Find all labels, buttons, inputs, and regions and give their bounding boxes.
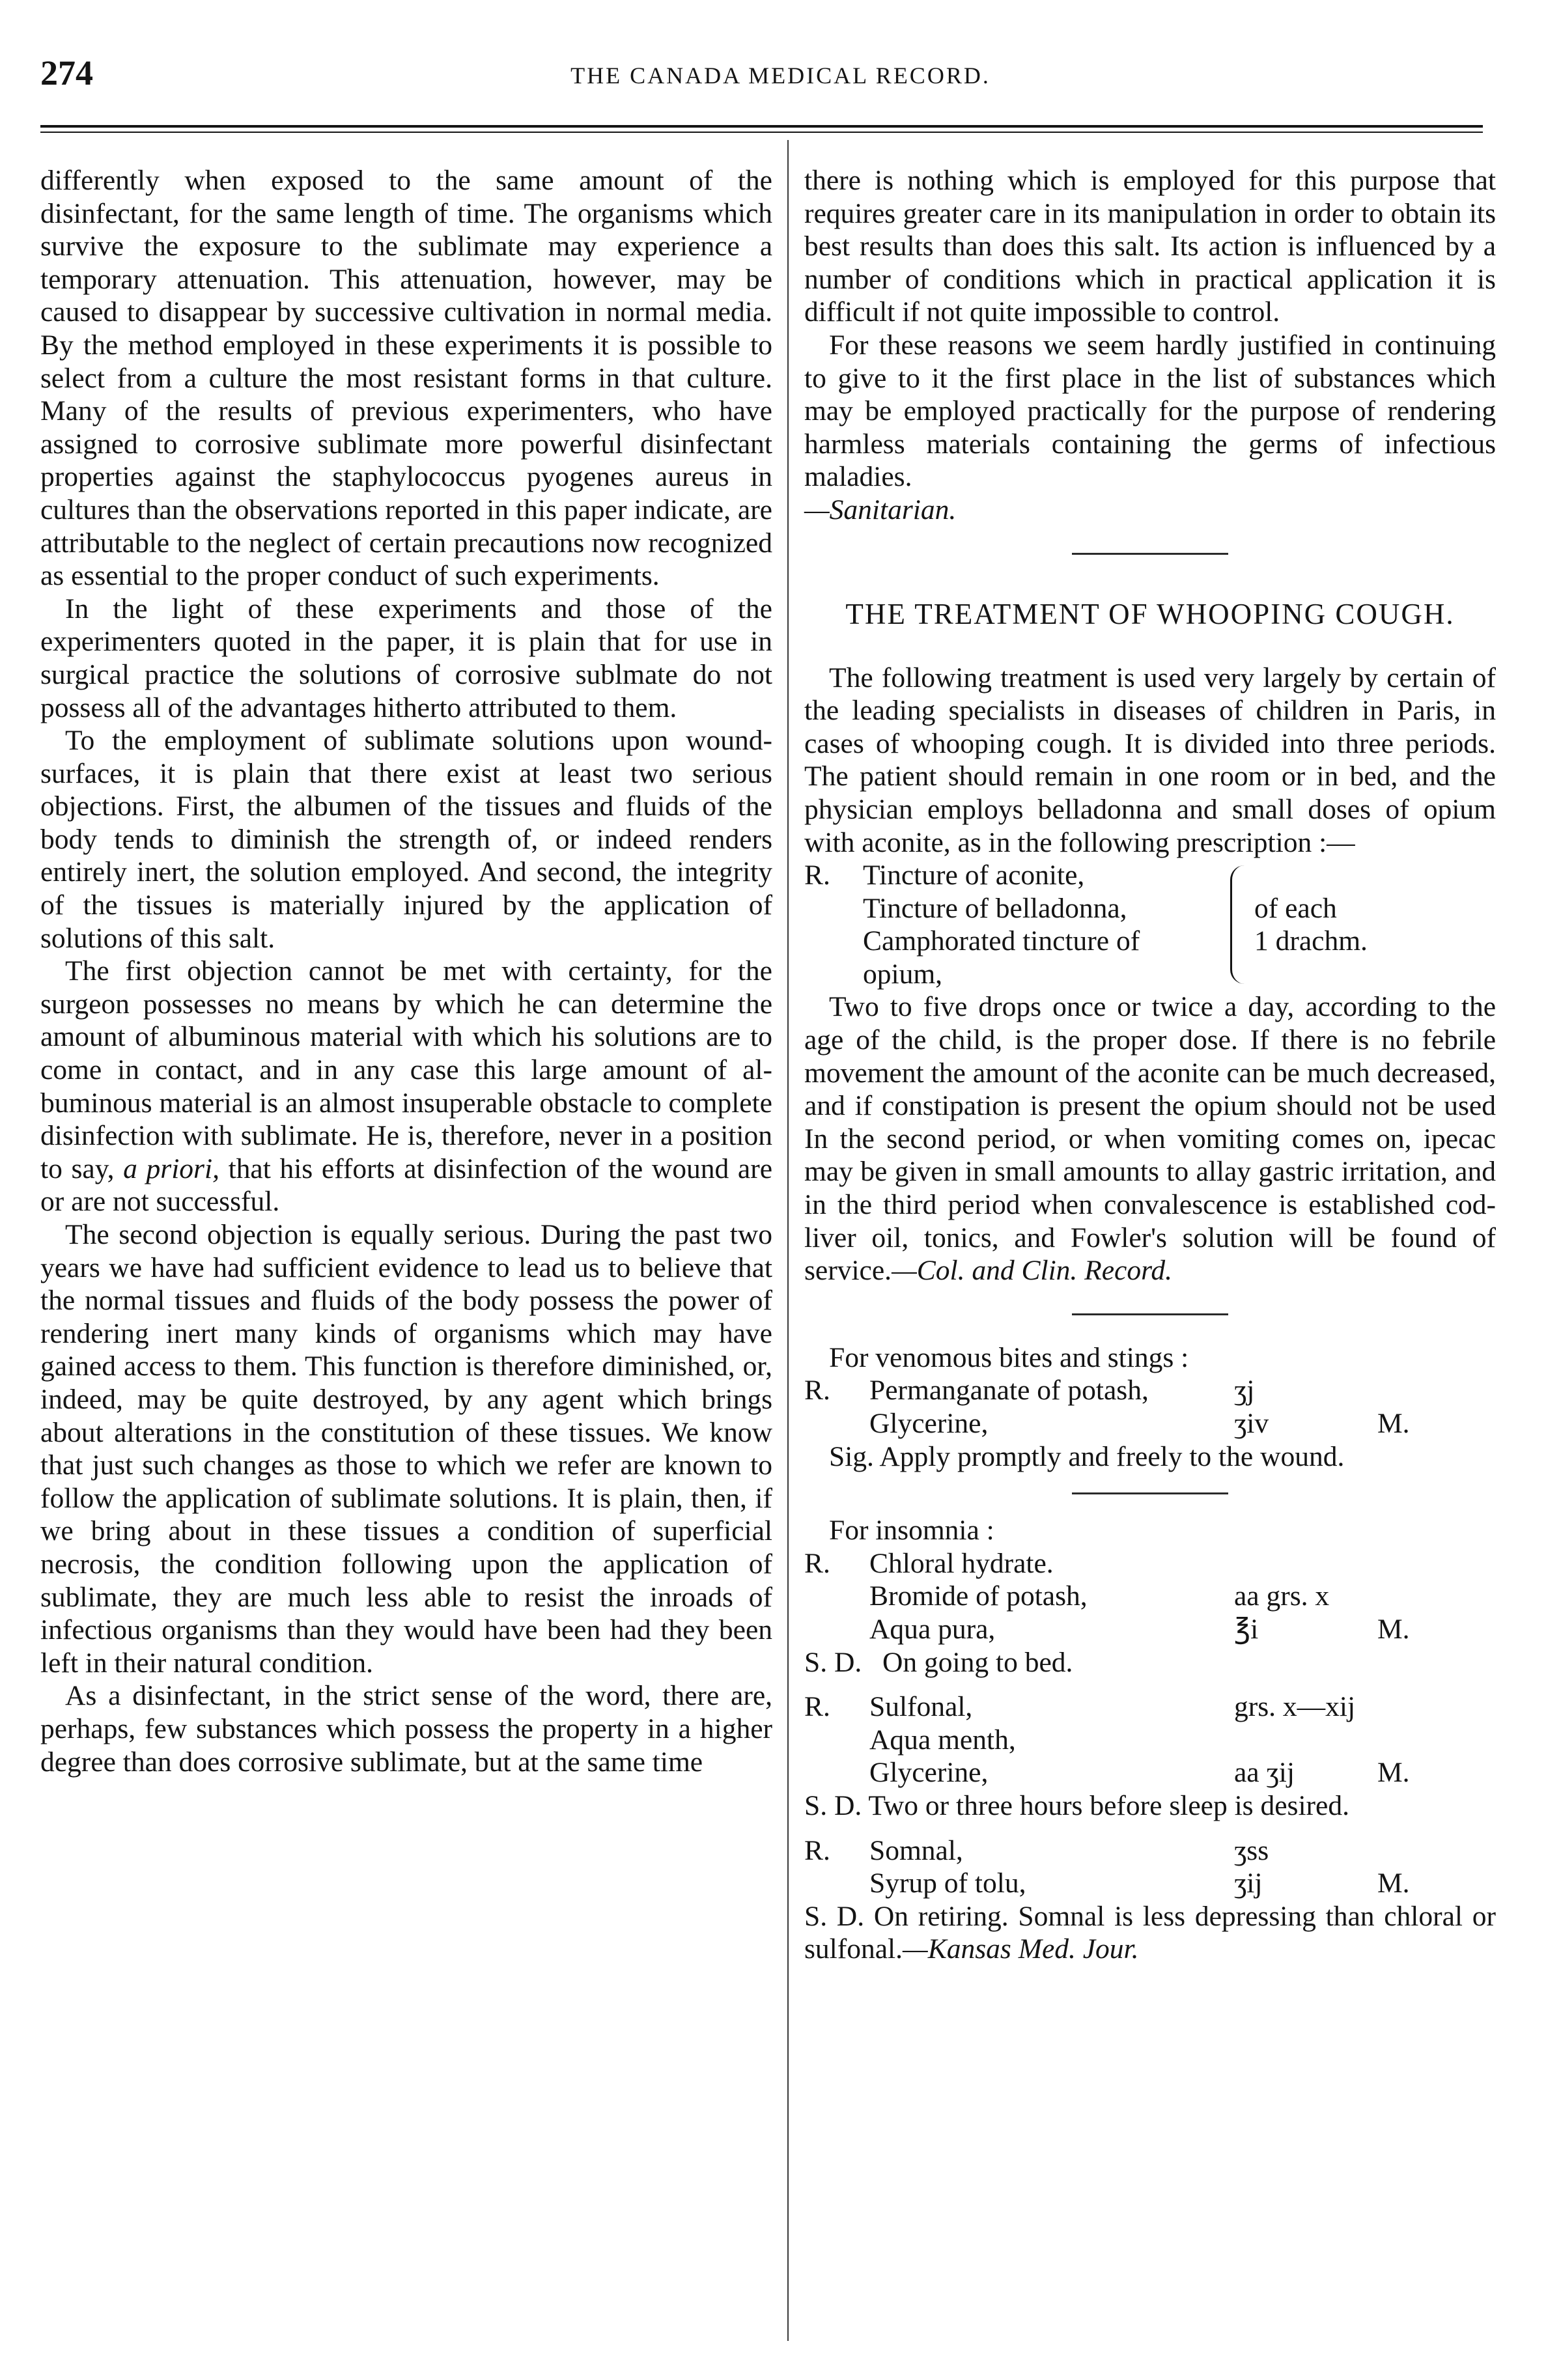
ingredient-quantity <box>1234 1724 1377 1757</box>
formula-row <box>804 1690 1496 1724</box>
ingredient-quantity <box>1234 1547 1377 1580</box>
ingredient-quantity: ʒiv <box>1234 1408 1269 1439</box>
source-sanitarian: —Sanitarian. <box>804 494 957 525</box>
formula-venomous-bites <box>804 1341 1496 1473</box>
header-rule-thin <box>40 132 1483 133</box>
rx-symbol: R. <box>804 1834 830 1866</box>
formula-directions <box>804 1646 1496 1679</box>
right-column <box>804 164 1496 1966</box>
section-rule <box>1072 553 1228 555</box>
paragraph-treatment-intro: The following treatment is used very largely by certain of the leading specialists in diseases of children in Paris, in cases of whooping cough. It is divided into three periods. The patient should remain in one room or in bed, and the physician employs belladonna and small doses of opium with aconite, as in the following prescription :— <box>804 662 1496 858</box>
paragraph-attenuation: differently when exposed to the same amount of the disinfectant, for the same length of time. The organisms which survive the exposure to the sublimate may experience a temporary attenuation. This attenuation, however, may be caused to disappear by successive cultivation in normal media. By the method employed in these experiments it is possible to select from a culture the most resistant forms in that culture. Many of the results of previous experimenters, who have assigned to corrosive sublimate more powerful disinfectant properties against the staphylococcus pyogenes aureus in cultures than the observations reported in this paper indicate, are attributable to the neglect of certain precautions now recognized as essential to the proper conduct of such experiments. <box>40 165 772 592</box>
paragraph-dosage <box>804 990 1496 1287</box>
ingredient-quantity: ʒss <box>1234 1834 1269 1866</box>
ingredient-name: Aqua menth, <box>869 1724 1016 1756</box>
formula-row <box>804 1407 1496 1440</box>
formula-directions-text: S. D. Two or three hours before sleep is desired. <box>804 1789 1349 1821</box>
rx-symbol: R. <box>804 860 830 891</box>
article-heading: THE TREATMENT OF WHOOPING COUGH. <box>845 597 1455 630</box>
ingredient-quantity: ℥i <box>1234 1613 1259 1645</box>
rx-ingredient: Camphorated tincture of <box>863 925 1140 957</box>
paragraph-disinfectant: As a disinfectant, in the strict sense of the word, there are, perhaps, few substances which possess the property in a higher degree than does corrosive sublimate, but at the same time <box>40 1680 772 1778</box>
header-rule-thick <box>40 125 1483 128</box>
section-rule <box>1072 1313 1228 1315</box>
left-column <box>40 164 772 1778</box>
rx-spacer <box>804 1580 869 1613</box>
rx-note-line: 1 drachm. <box>1254 925 1368 957</box>
ingredient-name: Syrup of tolu, <box>869 1868 1026 1899</box>
ingredient-quantity: aa grs. x <box>1234 1580 1330 1612</box>
prescription-aconite <box>804 859 1496 990</box>
spacer <box>804 1823 1496 1834</box>
rx-ingredient: opium, <box>863 958 943 990</box>
paragraph-reasons: For these reasons we seem hardly justified in continuing to give to it the first place in the list of substances which may be employed practically for the purpose of rendering harmless materials containing the germs of infectious maladies. <box>804 329 1496 493</box>
paragraph-first-objection <box>40 955 772 1218</box>
brace <box>1230 865 1249 984</box>
mix-mark: M. <box>1377 1868 1410 1899</box>
mix-mark: M. <box>1377 1408 1410 1439</box>
column-divider <box>787 140 789 2341</box>
paragraph-second-objection: The second objection is equally serious. During the past two years we have had sufficient evidence to lead us to believe that the normal tissues and fluids of the body possess the power of rendering inert many kinds of organisms which may have gained access to them. This function is therefore diminished, or, indeed, may be quite destroyed, by any agent which brings about alterations in the constitution of these tissues. We know that just such changes as those to which we refer are known to follow the application of sublimate solutions. It is plain, then, if we bring about in these tissues a condition of superficial necrosis, the condition following upon the application of sublimate, they are much less able to resist the inroads of infectious organisms than they would have been had they been left in their natural condition. <box>40 1219 772 1679</box>
formula-row <box>804 1756 1496 1789</box>
ingredient-quantity: grs. x—xij <box>1234 1691 1356 1723</box>
rx-ingredients <box>863 859 1228 990</box>
ingredient-quantity: ʒj <box>1234 1375 1255 1407</box>
formula-row <box>804 1374 1496 1407</box>
ingredient-name: Somnal, <box>869 1834 963 1866</box>
signa-label: S. D. <box>804 1646 862 1678</box>
rx-spacer <box>804 1867 869 1900</box>
page-number: 274 <box>40 53 93 92</box>
formula-row <box>804 1613 1496 1646</box>
rx-ingredient: Tincture of belladonna, <box>863 892 1127 924</box>
formula-title: For insomnia : <box>829 1515 994 1547</box>
running-title: THE CANADA MEDICAL RECORD. <box>570 63 991 89</box>
spacer <box>804 1679 1496 1690</box>
closing-text: S. D. On retiring. Somnal is less depressing than chloral or sulfonal. <box>804 1900 1496 1965</box>
ingredient-name: Aqua pura, <box>869 1613 996 1645</box>
ingredient-name: Chloral hydrate. <box>869 1547 1054 1579</box>
rx-ingredient: Tincture of aconite, <box>863 860 1085 891</box>
ingredient-name: Bromide of potash, <box>869 1580 1088 1612</box>
rx-spacer <box>804 1724 869 1757</box>
ingredient-name: Permanganate of potash, <box>869 1375 1149 1407</box>
ingredient-quantity: ʒij <box>1234 1868 1263 1899</box>
first-objection-tail: that his efforts at disinfection of the wound are or are not successful. <box>40 1153 773 1218</box>
rx-spacer <box>804 1407 869 1440</box>
formula-title: For venomous bites and stings : <box>829 1341 1189 1373</box>
formula-signa: Sig. Apply promptly and freely to the wound. <box>829 1440 1345 1472</box>
ingredient-name: Glycerine, <box>869 1408 989 1439</box>
a-priori-italic: a priori, <box>123 1153 219 1184</box>
dosage-text: Two to five drops once or twice a day, according to the age of the child, is the proper dose. If there is no febrile movement the amount of the aconite can be much decreased, and if constipation is present the opium should not be used In the second period, or when vomiting comes on, ipecac may be given in small amounts to allay gastric irritation, and in the third period when convalescence is established cod-liver oil, tonics, and Fowler's solution will be found of service. <box>804 991 1496 1287</box>
ingredient-name: Sulfonal, <box>869 1691 973 1723</box>
mix-mark: M. <box>1377 1757 1410 1789</box>
rx-spacer <box>804 1613 869 1646</box>
source-kansas: —Kansas Med. Jour. <box>903 1933 1139 1965</box>
source-col-clin: —Col. and Clin. Record. <box>892 1255 1173 1287</box>
formula-row <box>804 1580 1496 1613</box>
formula-insomnia <box>804 1514 1496 1966</box>
formula-row <box>804 1867 1496 1900</box>
formula-closing <box>804 1900 1496 1966</box>
first-objection-text: The first objection cannot be met with certainty, for the surgeon possesses no means by which he can determine the amount of albuminous material with which his solutions are to come in contact, and in any case this large amount of albuminous material is an almost insuperable obstacle to complete disinfection with sublimate. He is, therefore, never in a position to say, <box>40 955 772 1184</box>
mix-mark: M. <box>1377 1613 1410 1645</box>
paragraph-light-of-experiments: In the light of these experiments and those of the experimenters quoted in the paper, it is plain that for use in surgical practice the solutions of corrosive sublmate do not possess all of the advantages hitherto attributed to them. <box>40 593 772 723</box>
rx-symbol: R. <box>804 1691 830 1723</box>
rx-dose-note <box>1254 859 1368 990</box>
rx-symbol: R. <box>804 1547 830 1579</box>
paragraph-objections: To the employment of sublimate solutions upon wound-surfaces, it is plain that there exist at least two serious objections. First, the albumen of the tissues and fluids of the body tends to diminish the strength of, or indeed renders entirely inert, the solution employed. And second, the integrity of the tissues is materially injured by the application of solutions of this salt. <box>40 725 772 954</box>
section-rule <box>1072 1492 1228 1494</box>
paragraph-continuation: there is nothing which is employed for this purpose that requires greater care in its manipulation in order to obtain its best results than does this salt. Its action is influenced by a number of conditions which in practical application it is difficult if not quite impossible to control. <box>804 165 1496 328</box>
formula-row <box>804 1724 1496 1757</box>
formula-row <box>804 1547 1496 1580</box>
formula-row <box>804 1834 1496 1868</box>
rx-spacer <box>804 1756 869 1789</box>
rx-symbol: R. <box>804 1375 830 1407</box>
rx-note-line: of each <box>1254 892 1337 924</box>
signa-text: On going to bed. <box>882 1646 1073 1678</box>
ingredient-name: Glycerine, <box>869 1757 989 1789</box>
ingredient-quantity: aa ʒij <box>1234 1757 1295 1789</box>
